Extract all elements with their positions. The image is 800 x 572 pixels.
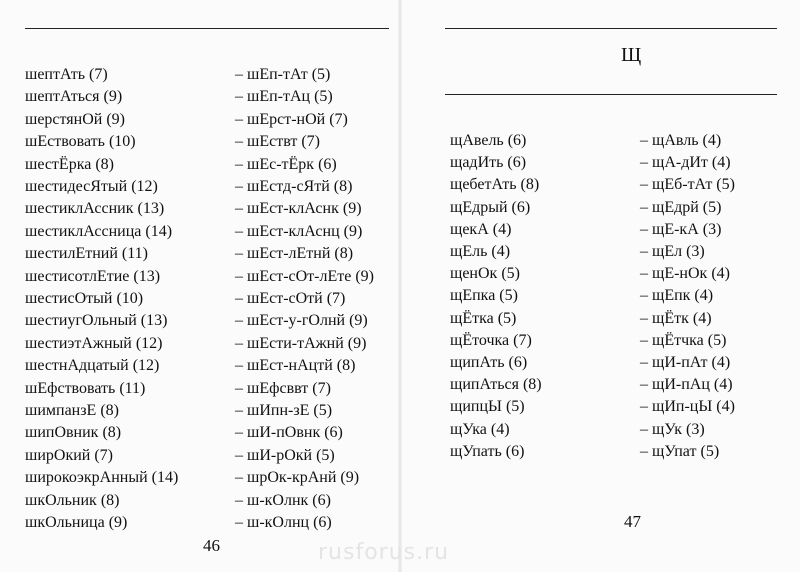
entry-syllables: – щЕл (3) [640, 243, 705, 260]
entry-word: шептАть (7) [25, 66, 108, 83]
entry-row [450, 330, 800, 352]
entry-row [25, 176, 385, 198]
entry-syllables: – шЕст-клАснц (9) [235, 222, 363, 240]
entry-syllables: – шрОк-крАнй (9) [235, 469, 360, 487]
entry-syllables: – щЕдрй (5) [640, 198, 722, 216]
entry-syllables: – шЕст-лЕтнй (8) [235, 245, 354, 263]
entry-syllables: – шЕст-сОтй (7) [235, 290, 346, 307]
entry-word: щенОк (5) [450, 265, 520, 283]
entry-syllables: – щЕб-тАт (5) [640, 176, 735, 194]
entry-row [25, 243, 385, 265]
entry-row [450, 308, 800, 330]
entry-word: щУпать (6) [450, 442, 525, 460]
entry-word: шестилЕтний (11) [25, 245, 148, 263]
entry-syllables: – шЕст-нАцтй (8) [235, 357, 356, 375]
entry-row [25, 64, 385, 86]
entry-word: шестисОтый (10) [25, 290, 144, 307]
entry-word: шЕствовать (10) [25, 133, 136, 151]
entry-word: щЁточка (7) [450, 331, 532, 349]
entry-word: шипОвник (8) [25, 424, 122, 442]
entry-word: широкоэкрАнный (14) [25, 469, 179, 487]
entry-word: шестидесЯтый (12) [25, 178, 158, 195]
entry-syllables: – шЕст-клАснк (9) [235, 200, 362, 218]
entry-word: шкОльник (8) [25, 491, 120, 509]
entry-row [25, 109, 385, 131]
entry-syllables: – щИп-цЫ (4) [640, 398, 735, 416]
entry-row [25, 355, 385, 377]
entry-row [25, 467, 385, 489]
entry-word: шестиугОльный (13) [25, 312, 168, 330]
entry-syllables: – шЕст-сОт-лЕте (9) [235, 267, 374, 285]
entry-row [450, 396, 800, 418]
entry-word: щадИть (6) [450, 154, 527, 172]
entry-word: шЕфствовать (11) [25, 379, 146, 397]
entry-word: щЕдрый (6) [450, 198, 531, 216]
entry-row [25, 490, 385, 512]
entry-row [25, 422, 385, 444]
entry-syllables: – ш-кОлнц (6) [235, 514, 332, 531]
entry-row [25, 288, 385, 310]
entry-word: щебетАть (8) [450, 176, 540, 194]
entry-row [25, 400, 385, 422]
entry-syllables: – шЕсти-тАжнй (9) [235, 334, 367, 352]
entry-word: щекА (4) [450, 220, 512, 238]
entry-row [25, 378, 385, 400]
entry-row [25, 512, 385, 534]
entry-syllables: – щУк (3) [640, 420, 705, 438]
entry-syllables: – ш-кОлнк (6) [235, 491, 331, 509]
entry-syllables: – щА-дИт (4) [640, 154, 731, 172]
entry-syllables: – щЕ-кА (3) [640, 220, 722, 238]
section-rule [445, 94, 777, 95]
entry-row [450, 285, 800, 307]
entry-row [25, 266, 385, 288]
entry-word: щЕль (4) [450, 243, 511, 260]
entry-word: щЕпка (5) [450, 287, 518, 305]
entry-word: щАвель (6) [450, 132, 527, 149]
entry-row [450, 419, 800, 441]
page-number: 46 [203, 536, 220, 555]
right-page [400, 0, 800, 572]
entry-word: щипАться (8) [450, 376, 542, 394]
entry-syllables: – шЕрст-нОй (7) [235, 110, 348, 128]
entry-word: щУка (4) [450, 420, 510, 438]
entry-row [450, 374, 800, 396]
entry-syllables: – шИ-пОвнк (6) [235, 424, 343, 442]
watermark: rusforus.ru [318, 540, 450, 565]
entry-row [25, 86, 385, 108]
entry-row [25, 445, 385, 467]
entry-row [450, 152, 800, 174]
entry-syllables: – щАвль (4) [640, 132, 722, 149]
entry-row [450, 219, 800, 241]
entry-syllables: – шЕп-тАт (5) [235, 66, 331, 83]
section-letter: Щ [621, 44, 642, 66]
entry-syllables: – шЕп-тАц (5) [235, 88, 333, 106]
entry-row [450, 441, 800, 463]
entry-row [450, 352, 800, 374]
entry-word: шерстянОй (9) [25, 110, 125, 128]
entry-syllables: – щИ-пАт (4) [640, 354, 731, 371]
entry-word: шептАться (9) [25, 88, 123, 106]
entry-row [450, 130, 800, 152]
entry-word: шкОльница (9) [25, 514, 128, 531]
entry-row [450, 241, 800, 263]
entry-syllables: – щЁтчка (5) [640, 331, 727, 349]
top-rule [445, 28, 777, 29]
entry-word: шестиэтАжный (12) [25, 334, 163, 352]
entry-word: щипцЫ (5) [450, 398, 525, 416]
entry-word: шестЁрка (8) [25, 155, 114, 173]
entry-syllables: – шЕст-у-гОлнй (9) [235, 312, 368, 330]
entry-row [25, 198, 385, 220]
entry-syllables: – шИ-рОкй (5) [235, 446, 335, 464]
entry-row [25, 310, 385, 332]
entry-syllables: – шЕфсввт (7) [235, 379, 331, 397]
entry-word: шестисотлЕтие (13) [25, 267, 161, 285]
entry-syllables: – щЁтк (4) [640, 309, 712, 327]
entry-syllables: – шИпн-зЕ (5) [235, 402, 333, 419]
entry-row [450, 263, 800, 285]
entry-row [25, 154, 385, 176]
entry-syllables: – щЕ-нОк (4) [640, 265, 730, 283]
entry-row [25, 131, 385, 153]
entry-word: щЁтка (5) [450, 309, 517, 327]
entry-word: шестиклАссник (13) [25, 200, 165, 218]
entry-row [25, 221, 385, 243]
entry-row [25, 333, 385, 355]
entry-syllables: – шЕс-тЁрк (6) [235, 155, 337, 173]
top-rule [25, 28, 389, 29]
page-number: 47 [624, 512, 641, 531]
entry-word: шестиклАссница (14) [25, 222, 173, 240]
entry-row [450, 174, 800, 196]
entry-word: щипАть (6) [450, 354, 528, 371]
entry-word: ширОкий (7) [25, 446, 113, 464]
entry-syllables: – щУпат (5) [640, 442, 720, 460]
entry-word: шимпанзЕ (8) [25, 402, 119, 419]
entry-word: шестнАдцатый (12) [25, 357, 160, 375]
entry-syllables: – шЕстд-сЯтй (8) [235, 178, 353, 195]
entry-row [450, 197, 800, 219]
entry-syllables: – щЕпк (4) [640, 287, 714, 305]
entry-syllables: – щИ-пАц (4) [640, 376, 733, 394]
entry-syllables: – шЕствт (7) [235, 133, 320, 151]
